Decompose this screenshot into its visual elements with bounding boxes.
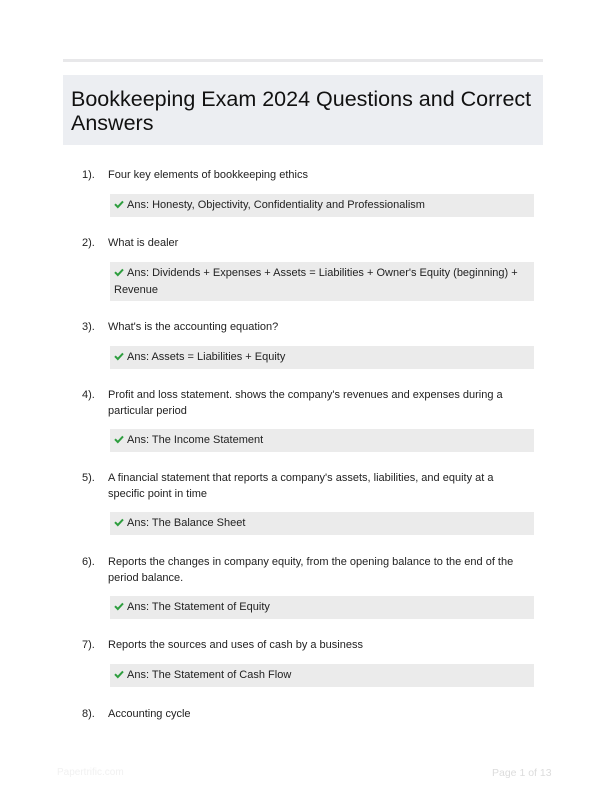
question-number: 1). bbox=[82, 169, 95, 181]
question-number: 3). bbox=[82, 321, 95, 333]
answer-text: Ans: The Statement of Cash Flow bbox=[127, 669, 292, 681]
question-text: Reports the sources and uses of cash by a business bbox=[108, 639, 363, 651]
question-text: What's is the accounting equation? bbox=[108, 321, 279, 333]
page-title: Bookkeeping Exam 2024 Questions and Correct Answers bbox=[71, 87, 532, 135]
answer-box bbox=[110, 262, 534, 301]
question-number: 7). bbox=[82, 639, 95, 651]
question-text: Reports the changes in company equity, from the opening balance to the end of the period balance. bbox=[108, 556, 514, 584]
title-banner bbox=[63, 75, 543, 145]
checkmark-icon bbox=[114, 434, 124, 444]
question-number: 2). bbox=[82, 237, 95, 249]
answer-box bbox=[110, 664, 534, 687]
answer-text: Ans: Assets = Liabilities + Equity bbox=[127, 351, 286, 363]
answer-box bbox=[110, 429, 534, 452]
question-text: Four key elements of bookkeeping ethics bbox=[108, 169, 308, 181]
answer-box bbox=[110, 346, 534, 369]
question-number: 4). bbox=[82, 389, 95, 401]
answer-text: Ans: Dividends + Expenses + Assets = Liabilities + Owner's Equity (beginning) + Revenue bbox=[114, 267, 518, 296]
answer-box bbox=[110, 596, 534, 619]
checkmark-icon bbox=[114, 351, 124, 361]
answer-box bbox=[110, 512, 534, 535]
footer-watermark: Papertrific.com bbox=[57, 767, 124, 778]
top-divider bbox=[63, 59, 543, 62]
checkmark-icon bbox=[114, 199, 124, 209]
question-text: What is dealer bbox=[108, 237, 179, 249]
answer-text: Ans: The Balance Sheet bbox=[127, 517, 246, 529]
checkmark-icon bbox=[114, 669, 124, 679]
page-indicator: Page 1 of 13 bbox=[492, 767, 552, 779]
question-number: 5). bbox=[82, 472, 95, 484]
checkmark-icon bbox=[114, 517, 124, 527]
answer-box bbox=[110, 194, 534, 217]
answer-text: Ans: The Income Statement bbox=[127, 434, 264, 446]
checkmark-icon bbox=[114, 601, 124, 611]
question-text: Accounting cycle bbox=[108, 708, 191, 720]
answer-text: Ans: Honesty, Objectivity, Confidentiality and Professionalism bbox=[127, 199, 425, 211]
question-text: Profit and loss statement. shows the company's revenues and expenses during a particular period bbox=[108, 389, 503, 417]
answer-text: Ans: The Statement of Equity bbox=[127, 601, 270, 613]
question-text: A financial statement that reports a company's assets, liabilities, and equity at a specific point in time bbox=[108, 472, 494, 500]
question-number: 8). bbox=[82, 708, 95, 720]
checkmark-icon bbox=[114, 267, 124, 277]
question-number: 6). bbox=[82, 556, 95, 568]
